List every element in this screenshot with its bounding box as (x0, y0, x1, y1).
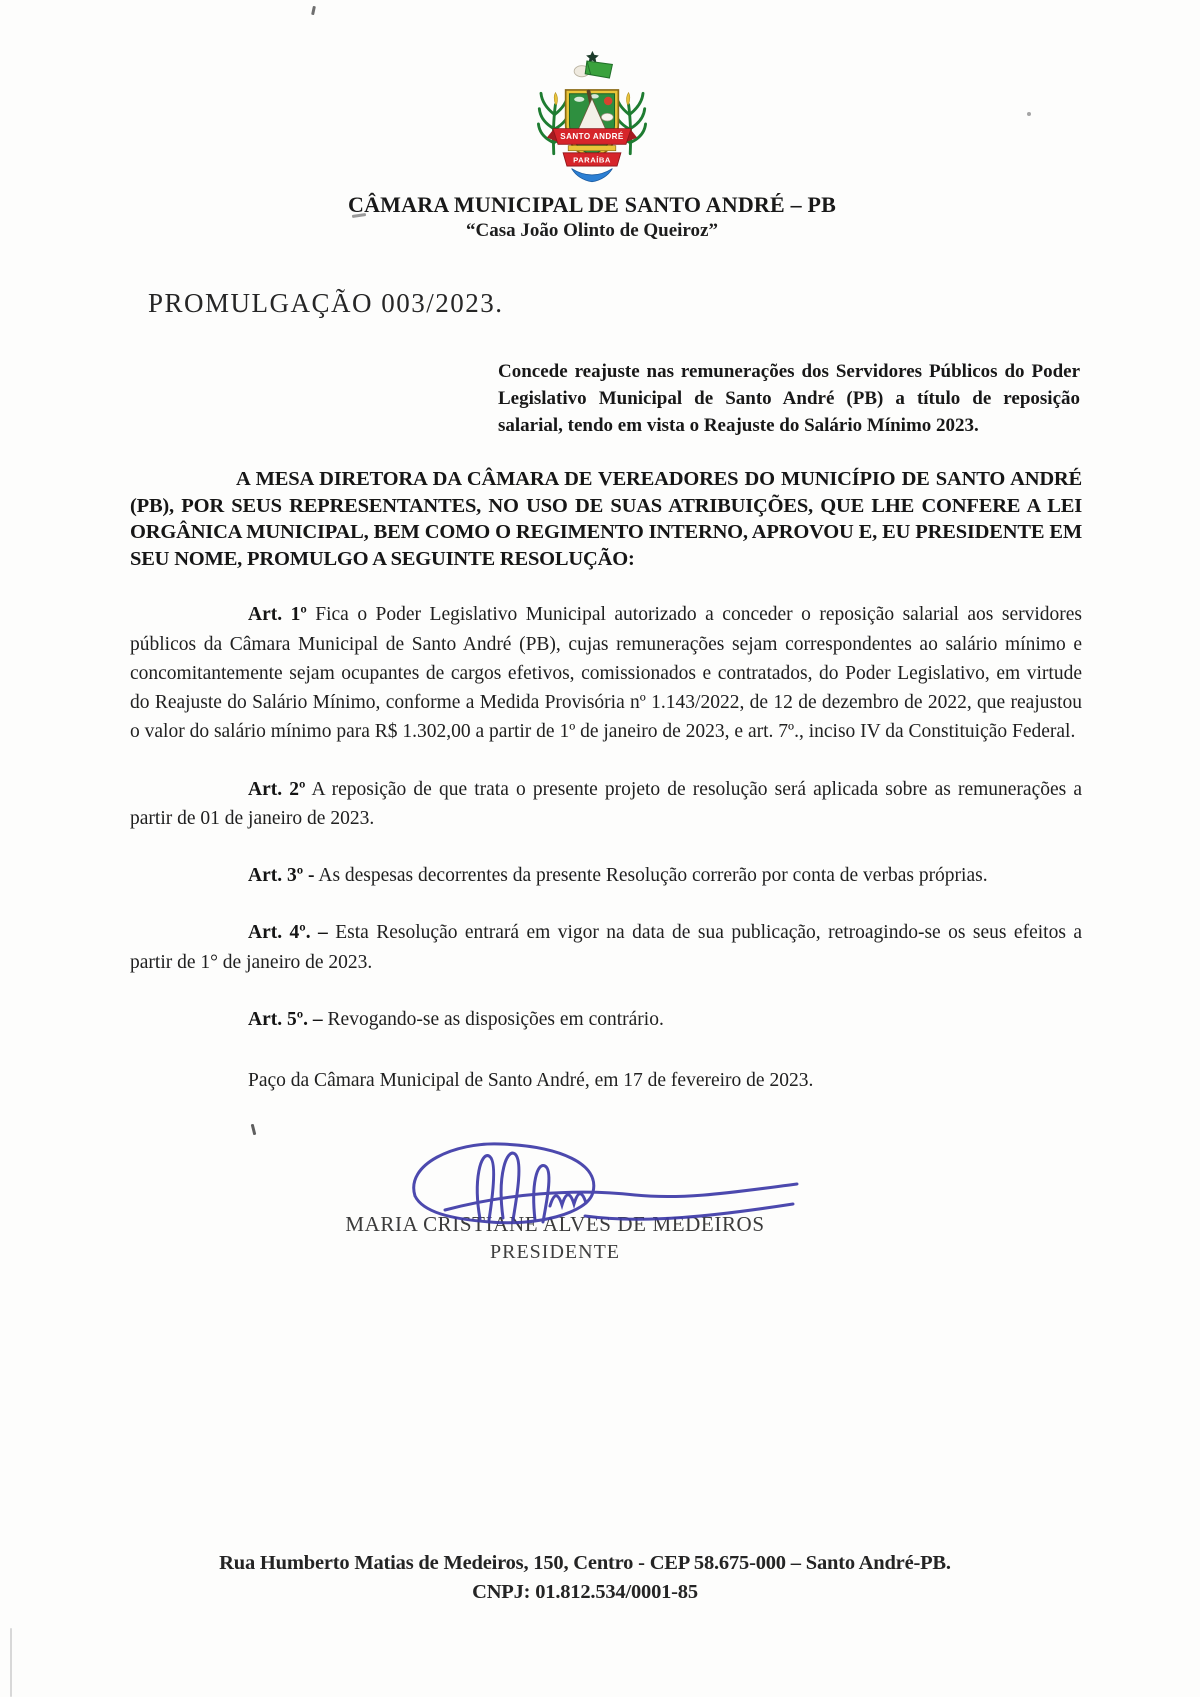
article-4-label: Art. 4º. – (248, 922, 328, 944)
municipal-coat-of-arms-icon (528, 50, 656, 186)
footer-cnpj: CNPJ: 01.812.534/0001-85 (472, 1581, 698, 1603)
article-3 (130, 861, 1082, 890)
signatory-name: MARIA CRISTIANE ALVES DE MEDEIROS (345, 1212, 765, 1237)
article-2-label: Art. 2º (248, 778, 306, 800)
article-2 (130, 775, 1082, 834)
letterhead (0, 0, 1192, 242)
article-3-text: As despesas decorrentes da presente Resolução correrão por conta de verbas próprias. (318, 865, 988, 887)
article-4-text: Esta Resolução entrará em vigor na data de sua publicação, retroagindo-se os seus efeitos a partir de 1° de janeiro de 2023. (130, 922, 1082, 973)
preamble: A MESA DIRETORA DA CÂMARA DE VEREADORES DO MUNICÍPIO DE SANTO ANDRÉ (PB), POR SEUS REPRESENTANTES, NO USO DE SUAS ATRIBUIÇÕES, QUE LHE CONFERE A LEI ORGÂNICA MUNICIPAL, BEM COMO O REGIMENTO INTERNO, APROVOU E, EU PRESIDENTE EM SEU NOME, PROMULGO A SEGUINTE RESOLUÇÃO: (130, 467, 1082, 570)
article-2-text: A reposição de que trata o presente projeto de resolução será aplicada sobre as remunerações a partir de 01 de janeiro de 2023. (130, 778, 1082, 829)
footer-address: Rua Humberto Matias de Medeiros, 150, Centro - CEP 58.675-000 – Santo André-PB. (219, 1552, 951, 1574)
signature-block (80, 1212, 1030, 1264)
date-place-line: Paço da Câmara Municipal de Santo André, em 17 de fevereiro de 2023. (248, 1070, 814, 1092)
article-3-label: Art. 3º - (248, 865, 315, 887)
scan-artifact (10, 1628, 12, 1697)
document-number: PROMULGAÇÃO 003/2023. (148, 288, 504, 318)
ementa-summary: Concede reajuste nas remunerações dos Servidores Públicos do Poder Legislativo Municipal de Santo André (PB) a título de reposição salarial, tendo em vista o Reajuste do Salário Mínimo 2023. (498, 361, 1080, 436)
article-1-label: Art. 1º (248, 604, 307, 626)
signatory-role: PRESIDENTE (490, 1241, 620, 1264)
article-4 (130, 918, 1082, 977)
article-5-label: Art. 5º. – (248, 1008, 323, 1030)
organization-title: CÂMARA MUNICIPAL DE SANTO ANDRÉ – PB (348, 192, 836, 217)
article-5 (130, 1005, 1082, 1034)
letterfoot (0, 1552, 1170, 1604)
crest-banner-top-label: SANTO ANDRÉ (560, 132, 624, 142)
article-5-text: Revogando-se as disposições em contrário. (327, 1008, 664, 1030)
document-body (0, 288, 1200, 1264)
crest-banner-bottom-label: PARAÍBA (573, 155, 611, 165)
article-1 (130, 600, 1082, 746)
article-1-text: Fica o Poder Legislativo Municipal autorizado a conceder o reposição salarial aos servidores públicos da Câmara Municipal de Santo André (PB), cujas remunerações sejam correspondentes ao salário mínimo e concomitantemente sejam ocupantes de cargos efetivos, comissionados e contratados, do Poder Legislativo, em virtude do Reajuste do Salário Mínimo, conforme a Medida Provisória nº 1.143/2022, de 12 de dezembro de 2022, que reajustou o valor do salário mínimo para R$ 1.302,00 a partir de 1º de janeiro de 2023, e art. 7º., inciso IV da Constituição Federal. (130, 604, 1082, 743)
organization-subtitle: “Casa João Olinto de Queiroz” (466, 220, 718, 241)
